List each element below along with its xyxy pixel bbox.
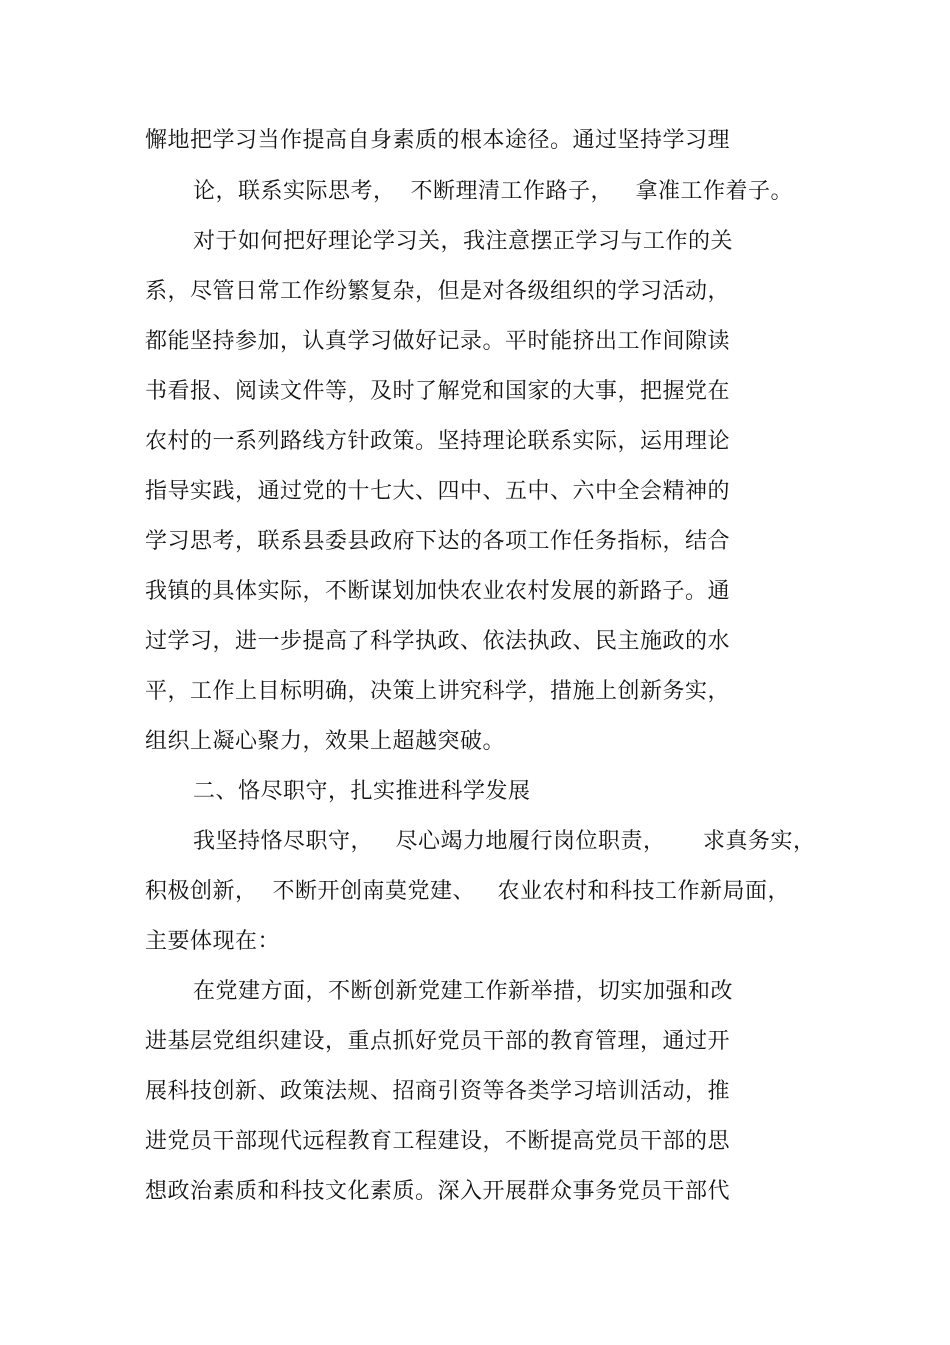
text-line-22: 想政治素质和科技文化素质。深入开展群众事务党员干部代	[145, 1179, 731, 1204]
text-line-13: 组织上凝心聚力，效果上超越突破。	[145, 729, 506, 754]
text-line-20: 展科技创新、政策法规、招商引资等各类学习培训活动，推	[145, 1079, 731, 1104]
text-line-4: 系，尽管日常工作纷繁复杂，但是对各级组织的学习活动，	[145, 279, 731, 304]
section-heading: 二、恪尽职守，扎实推进科学发展	[193, 779, 531, 804]
text-line-16: 积极创新， 不断开创南莫党建、 农业农村和科技工作新局面，	[145, 879, 790, 904]
text-line-18: 在党建方面，不断创新党建工作新举措，切实加强和改	[193, 979, 734, 1004]
text-line-9: 学习思考，联系县委县政府下达的各项工作任务指标，结合	[145, 529, 731, 554]
text-line-10: 我镇的具体实际，不断谋划加快农业农村发展的新路子。通	[145, 579, 731, 604]
text-line-8: 指导实践，通过党的十七大、四中、五中、六中全会精神的	[145, 479, 731, 504]
text-line-3: 对于如何把好理论学习关，我注意摆正学习与工作的关	[193, 229, 734, 254]
text-line-17: 主要体现在：	[145, 929, 281, 954]
text-line-15: 我坚持恪尽职守， 尽心竭力地履行岗位职责， 求真务实，	[193, 829, 816, 854]
text-line-6: 书看报、阅读文件等，及时了解党和国家的大事，把握党在	[145, 379, 731, 404]
text-line-19: 进基层党组织建设，重点抓好党员干部的教育管理，通过开	[145, 1029, 731, 1054]
text-line-5: 都能坚持参加，认真学习做好记录。平时能挤出工作间隙读	[145, 329, 731, 354]
text-line-12: 平，工作上目标明确，决策上讲究科学，措施上创新务实，	[145, 679, 731, 704]
text-line-1: 懈地把学习当作提高自身素质的根本途径。通过坚持学习理	[145, 128, 731, 153]
text-line-7: 农村的一系列路线方针政策。坚持理论联系实际，运用理论	[145, 429, 731, 454]
text-line-21: 进党员干部现代远程教育工程建设，不断提高党员干部的思	[145, 1129, 731, 1154]
text-line-2: 论，联系实际思考， 不断理清工作路子， 拿准工作着子。	[193, 179, 793, 204]
text-line-11: 过学习，进一步提高了科学执政、依法执政、民主施政的水	[145, 629, 731, 654]
